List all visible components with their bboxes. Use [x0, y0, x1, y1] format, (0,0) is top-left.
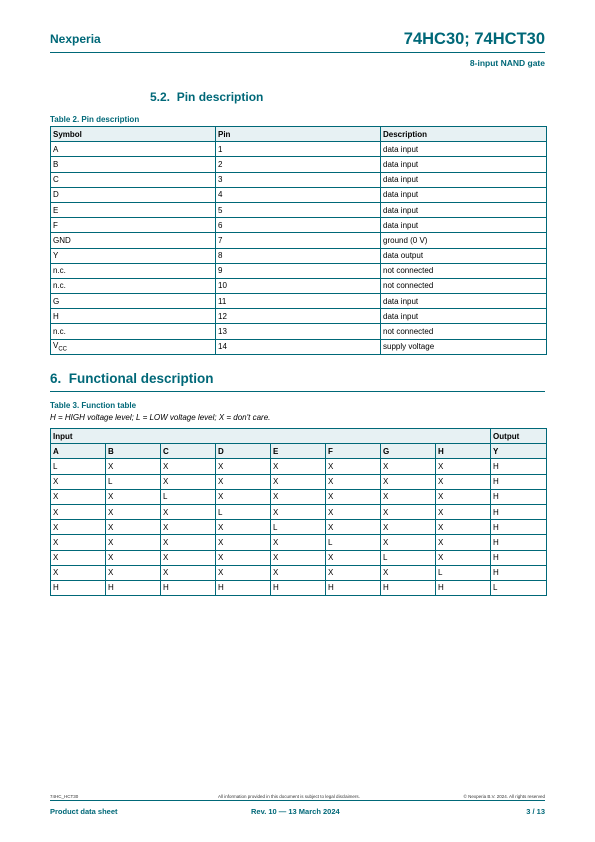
cell-f: X	[326, 459, 381, 474]
function-table-body	[51, 459, 547, 596]
cell-a: X	[51, 550, 106, 565]
column-header-g: G	[381, 444, 436, 459]
cell-pin: 9	[216, 263, 381, 278]
column-header-pin: Pin	[216, 127, 381, 142]
cell-description: data input	[381, 187, 547, 202]
cell-a: H	[51, 580, 106, 595]
cell-b: X	[106, 550, 161, 565]
section-title: Functional description	[68, 371, 214, 386]
table-row	[51, 580, 547, 595]
table-row	[51, 233, 547, 248]
cell-d: X	[216, 489, 271, 504]
cell-e: X	[271, 550, 326, 565]
cell-a: X	[51, 474, 106, 489]
table-row	[51, 187, 547, 202]
cell-h: X	[436, 550, 491, 565]
table-row	[51, 294, 547, 309]
footer-doc-type: Product data sheet	[50, 807, 118, 816]
cell-g: X	[381, 504, 436, 519]
section-heading-pin-description	[150, 90, 263, 104]
cell-pin: 1	[216, 142, 381, 157]
table-row	[51, 489, 547, 504]
brand-name: Nexperia	[50, 32, 101, 46]
cell-pin: 13	[216, 324, 381, 339]
cell-d: X	[216, 565, 271, 580]
section-number: 6.	[50, 371, 62, 386]
cell-b: H	[106, 580, 161, 595]
cell-pin: 12	[216, 309, 381, 324]
cell-y: H	[491, 550, 547, 565]
column-header-description: Description	[381, 127, 547, 142]
cell-f: X	[326, 474, 381, 489]
cell-d: X	[216, 535, 271, 550]
cell-y: H	[491, 520, 547, 535]
footer-copyright: © Nexperia B.V. 2024. All rights reserved	[463, 794, 545, 799]
cell-pin: 11	[216, 294, 381, 309]
cell-pin: 5	[216, 202, 381, 217]
cell-c: X	[161, 565, 216, 580]
cell-symbol: C	[51, 172, 216, 187]
column-header-symbol: Symbol	[51, 127, 216, 142]
column-header-c: C	[161, 444, 216, 459]
column-header-f: F	[326, 444, 381, 459]
table-row	[51, 157, 547, 172]
cell-y: H	[491, 474, 547, 489]
cell-g: L	[381, 550, 436, 565]
cell-pin: 7	[216, 233, 381, 248]
section-divider	[50, 391, 545, 392]
group-header-output: Output	[491, 429, 547, 444]
table-row	[51, 202, 547, 217]
table-group-header-row	[51, 429, 547, 444]
cell-g: X	[381, 520, 436, 535]
cell-description: not connected	[381, 263, 547, 278]
cell-symbol: E	[51, 202, 216, 217]
cell-c: X	[161, 504, 216, 519]
cell-h: H	[436, 580, 491, 595]
column-header-a: A	[51, 444, 106, 459]
cell-a: X	[51, 565, 106, 580]
cell-e: X	[271, 474, 326, 489]
product-subtitle: 8-input NAND gate	[469, 58, 545, 68]
section-number: 5.2.	[150, 90, 171, 104]
footer-revision: Rev. 10 — 13 March 2024	[251, 807, 340, 816]
cell-h: X	[436, 474, 491, 489]
cell-description: ground (0 V)	[381, 233, 547, 248]
cell-g: X	[381, 474, 436, 489]
table-row	[51, 172, 547, 187]
cell-g: X	[381, 535, 436, 550]
table-row	[51, 565, 547, 580]
symbol-subscript: CC	[58, 346, 68, 353]
table-row	[51, 324, 547, 339]
table-header-row	[51, 444, 547, 459]
cell-d: X	[216, 520, 271, 535]
cell-g: X	[381, 489, 436, 504]
table3-caption: Table 3. Function table	[50, 401, 137, 410]
cell-description: supply voltage	[381, 339, 547, 354]
table-row	[51, 339, 547, 354]
footer-divider	[50, 800, 545, 801]
cell-pin: 2	[216, 157, 381, 172]
cell-description: data input	[381, 157, 547, 172]
cell-pin: 4	[216, 187, 381, 202]
cell-description: data input	[381, 172, 547, 187]
cell-c: X	[161, 535, 216, 550]
column-header-e: E	[271, 444, 326, 459]
cell-a: X	[51, 520, 106, 535]
cell-b: X	[106, 489, 161, 504]
table-row	[51, 278, 547, 293]
function-table	[50, 428, 547, 596]
cell-pin: 10	[216, 278, 381, 293]
cell-y: H	[491, 565, 547, 580]
cell-y: L	[491, 580, 547, 595]
cell-c: X	[161, 474, 216, 489]
cell-e: X	[271, 489, 326, 504]
cell-a: L	[51, 459, 106, 474]
cell-h: L	[436, 565, 491, 580]
cell-d: X	[216, 459, 271, 474]
cell-f: X	[326, 550, 381, 565]
symbol-main: V	[53, 340, 59, 350]
cell-h: X	[436, 489, 491, 504]
cell-c: X	[161, 550, 216, 565]
cell-description: data input	[381, 294, 547, 309]
footer-doc-id: 74HC_HCT30	[50, 794, 79, 799]
cell-h: X	[436, 520, 491, 535]
cell-symbol: GND	[51, 233, 216, 248]
cell-symbol: Y	[51, 248, 216, 263]
cell-symbol: A	[51, 142, 216, 157]
cell-symbol: n.c.	[51, 263, 216, 278]
column-header-b: B	[106, 444, 161, 459]
cell-description: not connected	[381, 324, 547, 339]
cell-a: X	[51, 535, 106, 550]
cell-e: X	[271, 459, 326, 474]
cell-symbol: H	[51, 309, 216, 324]
cell-f: X	[326, 520, 381, 535]
cell-g: H	[381, 580, 436, 595]
cell-h: X	[436, 535, 491, 550]
cell-e: X	[271, 565, 326, 580]
cell-symbol	[51, 339, 216, 354]
cell-description: data input	[381, 218, 547, 233]
footer-page-number: 3 / 13	[526, 807, 545, 816]
table-row	[51, 550, 547, 565]
cell-f: L	[326, 535, 381, 550]
cell-g: X	[381, 565, 436, 580]
cell-y: H	[491, 535, 547, 550]
table-row	[51, 218, 547, 233]
cell-symbol: B	[51, 157, 216, 172]
cell-description: data input	[381, 142, 547, 157]
section-heading-functional-description	[50, 371, 214, 386]
cell-b: L	[106, 474, 161, 489]
cell-pin: 3	[216, 172, 381, 187]
cell-pin: 6	[216, 218, 381, 233]
table-row	[51, 142, 547, 157]
table-row	[51, 504, 547, 519]
cell-d: H	[216, 580, 271, 595]
table-row	[51, 248, 547, 263]
table-row	[51, 474, 547, 489]
table-row	[51, 309, 547, 324]
group-header-input: Input	[51, 429, 491, 444]
cell-f: X	[326, 504, 381, 519]
cell-c: X	[161, 520, 216, 535]
cell-e: X	[271, 535, 326, 550]
footer-disclaimer: All information provided in this document is subject to legal disclaimers.	[218, 794, 360, 799]
cell-b: X	[106, 535, 161, 550]
table2-caption: Table 2. Pin description	[50, 115, 140, 124]
cell-g: X	[381, 459, 436, 474]
cell-pin: 14	[216, 339, 381, 354]
cell-symbol: D	[51, 187, 216, 202]
cell-symbol: n.c.	[51, 278, 216, 293]
cell-description: data output	[381, 248, 547, 263]
cell-f: X	[326, 565, 381, 580]
cell-a: X	[51, 504, 106, 519]
section-title: Pin description	[176, 90, 264, 104]
cell-b: X	[106, 565, 161, 580]
column-header-d: D	[216, 444, 271, 459]
cell-description: data input	[381, 202, 547, 217]
cell-symbol: G	[51, 294, 216, 309]
table-header-row	[51, 127, 547, 142]
cell-d: X	[216, 550, 271, 565]
cell-h: X	[436, 459, 491, 474]
cell-h: X	[436, 504, 491, 519]
cell-d: L	[216, 504, 271, 519]
pin-description-table	[50, 126, 547, 355]
cell-c: H	[161, 580, 216, 595]
column-header-h: H	[436, 444, 491, 459]
cell-symbol: n.c.	[51, 324, 216, 339]
table-row	[51, 263, 547, 278]
cell-e: H	[271, 580, 326, 595]
cell-pin: 8	[216, 248, 381, 263]
table-row	[51, 459, 547, 474]
cell-f: H	[326, 580, 381, 595]
cell-c: X	[161, 459, 216, 474]
cell-e: X	[271, 504, 326, 519]
cell-f: X	[326, 489, 381, 504]
cell-description: data input	[381, 309, 547, 324]
cell-c: L	[161, 489, 216, 504]
cell-y: H	[491, 459, 547, 474]
header-divider	[50, 52, 545, 53]
cell-y: H	[491, 504, 547, 519]
cell-b: X	[106, 520, 161, 535]
cell-a: X	[51, 489, 106, 504]
column-header-y: Y	[491, 444, 547, 459]
table-row	[51, 535, 547, 550]
table-row	[51, 520, 547, 535]
table3-legend-note: H = HIGH voltage level; L = LOW voltage level; X = don't care.	[50, 413, 271, 422]
cell-b: X	[106, 504, 161, 519]
cell-symbol: F	[51, 218, 216, 233]
cell-b: X	[106, 459, 161, 474]
cell-description: not connected	[381, 278, 547, 293]
cell-d: X	[216, 474, 271, 489]
pin-table-body	[51, 142, 547, 355]
cell-e: L	[271, 520, 326, 535]
product-title: 74HC30; 74HCT30	[403, 30, 545, 48]
cell-y: H	[491, 489, 547, 504]
